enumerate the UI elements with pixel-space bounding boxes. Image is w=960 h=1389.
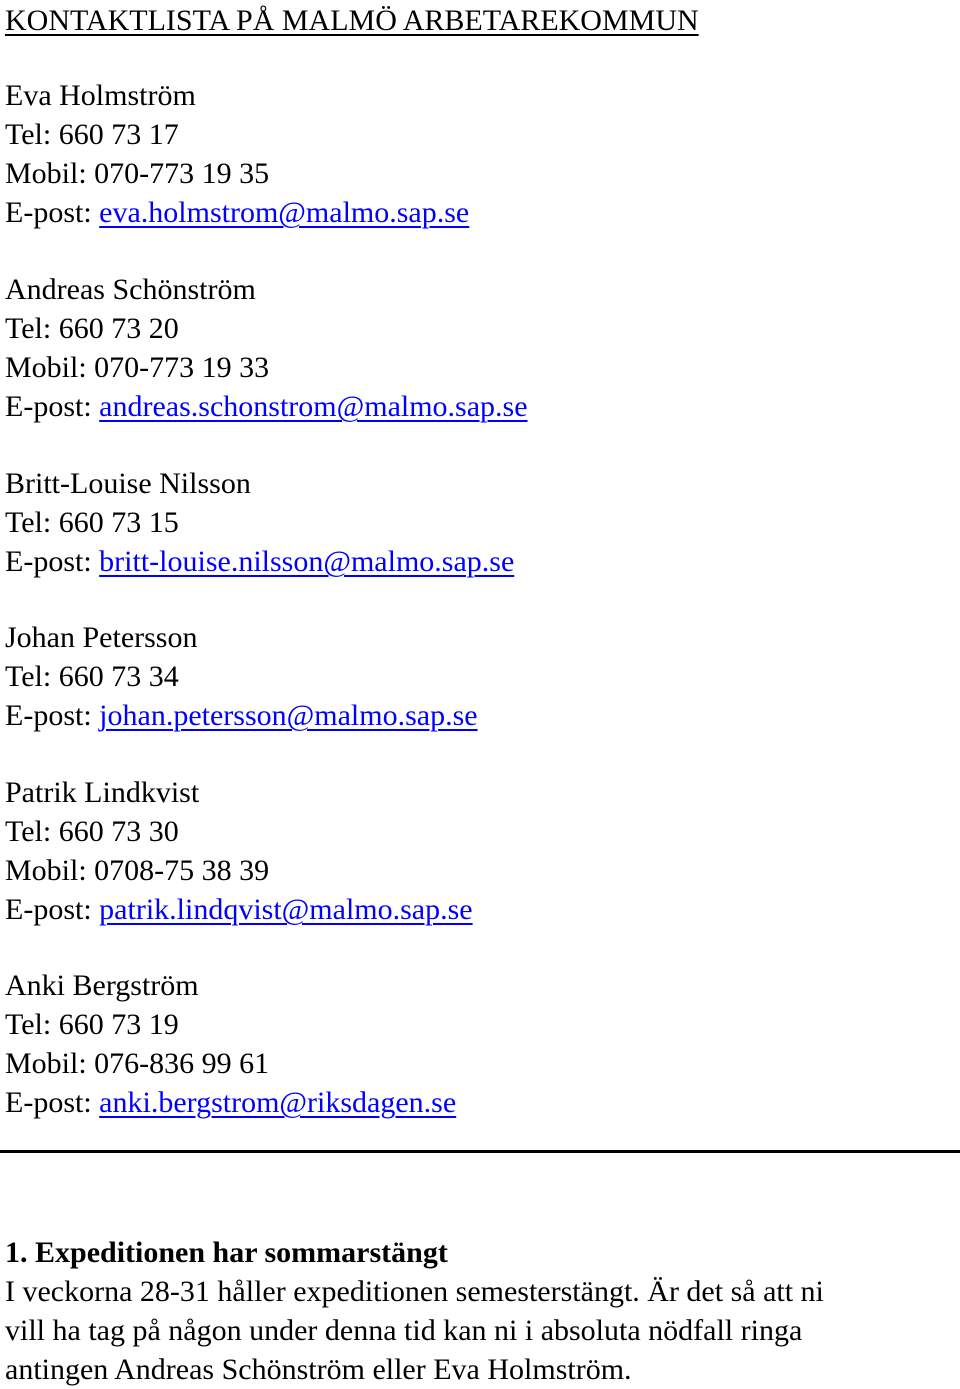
- paragraph-line: vill ha tag på någon under denna tid kan ni i absoluta nödfall ringa: [5, 1314, 803, 1347]
- paragraph-line: antingen Andreas Schönström eller Eva Holmström.: [5, 1353, 632, 1386]
- contact-mobil: Mobil: 0708-75 38 39: [5, 854, 270, 887]
- contact-card-anki-bergstrom: [5, 966, 456, 1122]
- email-label: E-post:: [5, 1086, 100, 1119]
- horizontal-divider: [0, 1150, 960, 1153]
- section-heading: 1. Expeditionen har sommarstängt: [5, 1236, 448, 1269]
- contact-card-patrik-lindkvist: [5, 773, 473, 929]
- document-title: KONTAKTLISTA PÅ MALMÖ ARBETAREKOMMUN: [5, 4, 699, 37]
- contact-email-row: [5, 193, 469, 232]
- email-link[interactable]: anki.bergstrom@riksdagen.se: [99, 1086, 457, 1119]
- email-label: E-post:: [5, 893, 100, 926]
- contact-card-eva-holmstrom: [5, 76, 469, 232]
- contact-name: Eva Holmström: [5, 79, 196, 112]
- email-label: E-post:: [5, 545, 100, 578]
- contact-email-row: [5, 387, 528, 426]
- contact-name: Britt-Louise Nilsson: [5, 467, 251, 500]
- contact-mobil: Mobil: 070-773 19 33: [5, 351, 270, 384]
- contact-tel: Tel: 660 73 30: [5, 815, 179, 848]
- contact-email-row: [5, 542, 514, 581]
- contact-mobil: Mobil: 070-773 19 35: [5, 157, 270, 190]
- contact-tel: Tel: 660 73 19: [5, 1008, 179, 1041]
- contact-tel: Tel: 660 73 20: [5, 312, 179, 345]
- section-body: [5, 1272, 945, 1389]
- contact-card-andreas-schonstrom: [5, 270, 528, 426]
- contact-name: Andreas Schönström: [5, 273, 256, 306]
- paragraph-line: I veckorna 28-31 håller expeditionen semesterstängt. Är det så att ni: [5, 1275, 824, 1308]
- contact-tel: Tel: 660 73 17: [5, 118, 179, 151]
- email-link[interactable]: eva.holmstrom@malmo.sap.se: [99, 196, 470, 229]
- email-link[interactable]: britt-louise.nilsson@malmo.sap.se: [99, 545, 515, 578]
- contact-card-britt-louise-nilsson: [5, 464, 514, 581]
- contact-name: Patrik Lindkvist: [5, 776, 200, 809]
- email-label: E-post:: [5, 390, 100, 423]
- contact-tel: Tel: 660 73 34: [5, 660, 179, 693]
- email-link[interactable]: johan.petersson@malmo.sap.se: [99, 699, 478, 732]
- email-label: E-post:: [5, 699, 100, 732]
- contact-email-row: [5, 696, 478, 735]
- contact-mobil: Mobil: 076-836 99 61: [5, 1047, 270, 1080]
- email-link[interactable]: andreas.schonstrom@malmo.sap.se: [99, 390, 528, 423]
- contact-name: Johan Petersson: [5, 621, 198, 654]
- email-link[interactable]: patrik.lindqvist@malmo.sap.se: [99, 893, 473, 926]
- email-label: E-post:: [5, 196, 100, 229]
- contact-name: Anki Bergström: [5, 969, 199, 1002]
- section-summer-closure: [5, 1233, 945, 1389]
- contact-email-row: [5, 890, 473, 929]
- contact-tel: Tel: 660 73 15: [5, 506, 179, 539]
- contact-card-johan-petersson: [5, 618, 478, 735]
- contact-email-row: [5, 1083, 456, 1122]
